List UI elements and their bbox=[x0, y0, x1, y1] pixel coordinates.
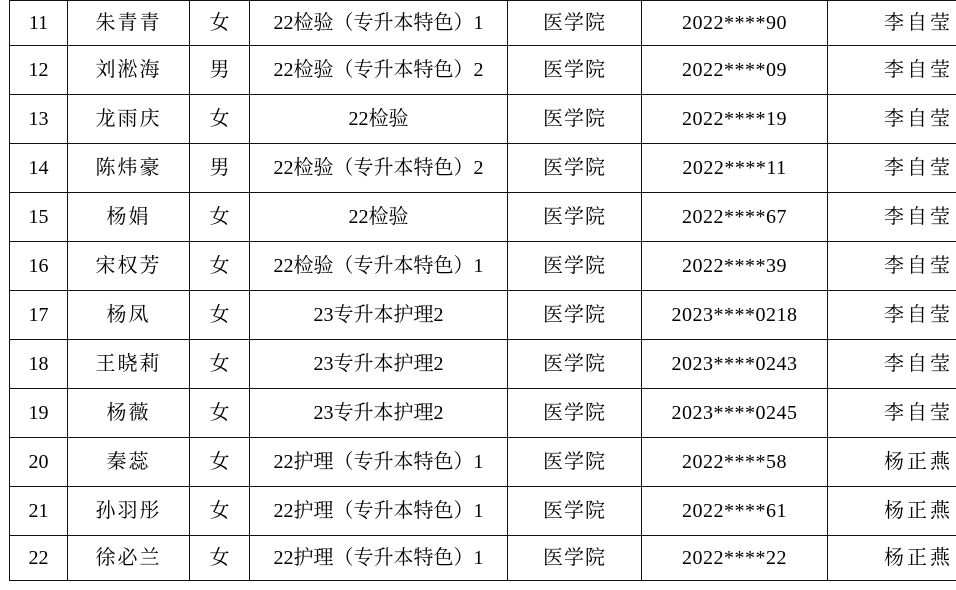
cell-sex: 男 bbox=[190, 46, 250, 95]
roster-table-body bbox=[10, 1, 956, 581]
cell-tutor: 李自莹 bbox=[828, 291, 956, 340]
table-row bbox=[10, 1, 956, 46]
cell-index: 19 bbox=[10, 389, 68, 438]
cell-index: 20 bbox=[10, 438, 68, 487]
table-row bbox=[10, 193, 956, 242]
cell-dept: 医学院 bbox=[508, 340, 642, 389]
cell-index: 22 bbox=[10, 536, 68, 581]
cell-dept: 医学院 bbox=[508, 1, 642, 46]
cell-dept: 医学院 bbox=[508, 389, 642, 438]
cell-class: 23专升本护理2 bbox=[250, 389, 508, 438]
cell-name: 朱青青 bbox=[68, 1, 190, 46]
cell-class: 22检验（专升本特色）1 bbox=[250, 1, 508, 46]
cell-index: 15 bbox=[10, 193, 68, 242]
cell-tutor: 李自莹 bbox=[828, 1, 956, 46]
cell-class: 22检验（专升本特色）2 bbox=[250, 144, 508, 193]
cell-sex: 男 bbox=[190, 144, 250, 193]
cell-class: 22护理（专升本特色）1 bbox=[250, 438, 508, 487]
cell-index: 21 bbox=[10, 487, 68, 536]
cell-id: 2022****19 bbox=[642, 95, 828, 144]
cell-sex: 女 bbox=[190, 487, 250, 536]
cell-index: 12 bbox=[10, 46, 68, 95]
cell-name: 刘淞海 bbox=[68, 46, 190, 95]
cell-dept: 医学院 bbox=[508, 242, 642, 291]
cell-class: 22护理（专升本特色）1 bbox=[250, 536, 508, 581]
cell-tutor: 李自莹 bbox=[828, 242, 956, 291]
cell-dept: 医学院 bbox=[508, 438, 642, 487]
cell-class: 22护理（专升本特色）1 bbox=[250, 487, 508, 536]
cell-index: 17 bbox=[10, 291, 68, 340]
cell-name: 龙雨庆 bbox=[68, 95, 190, 144]
table-row bbox=[10, 536, 956, 581]
cell-dept: 医学院 bbox=[508, 487, 642, 536]
table-row bbox=[10, 340, 956, 389]
cell-index: 14 bbox=[10, 144, 68, 193]
cell-tutor: 李自莹 bbox=[828, 193, 956, 242]
cell-tutor: 李自莹 bbox=[828, 340, 956, 389]
cell-tutor: 李自莹 bbox=[828, 95, 956, 144]
cell-index: 11 bbox=[10, 1, 68, 46]
cell-name: 杨凤 bbox=[68, 291, 190, 340]
cell-tutor: 李自莹 bbox=[828, 46, 956, 95]
cell-class: 23专升本护理2 bbox=[250, 291, 508, 340]
cell-tutor: 杨正燕 bbox=[828, 487, 956, 536]
cell-dept: 医学院 bbox=[508, 46, 642, 95]
table-row bbox=[10, 291, 956, 340]
cell-index: 16 bbox=[10, 242, 68, 291]
cell-id: 2023****0245 bbox=[642, 389, 828, 438]
cell-sex: 女 bbox=[190, 389, 250, 438]
cell-sex: 女 bbox=[190, 193, 250, 242]
cell-id: 2023****0243 bbox=[642, 340, 828, 389]
cell-sex: 女 bbox=[190, 438, 250, 487]
cell-class: 23专升本护理2 bbox=[250, 340, 508, 389]
cell-index: 13 bbox=[10, 95, 68, 144]
cell-id: 2022****22 bbox=[642, 536, 828, 581]
cell-class: 22检验（专升本特色）1 bbox=[250, 242, 508, 291]
cell-name: 陈炜豪 bbox=[68, 144, 190, 193]
cell-class: 22检验（专升本特色）2 bbox=[250, 46, 508, 95]
table-row bbox=[10, 95, 956, 144]
table-row bbox=[10, 487, 956, 536]
cell-tutor: 李自莹 bbox=[828, 144, 956, 193]
cell-sex: 女 bbox=[190, 95, 250, 144]
cell-index: 18 bbox=[10, 340, 68, 389]
table-row bbox=[10, 438, 956, 487]
table-row bbox=[10, 242, 956, 291]
cell-sex: 女 bbox=[190, 536, 250, 581]
cell-name: 王晓莉 bbox=[68, 340, 190, 389]
cell-id: 2022****90 bbox=[642, 1, 828, 46]
cell-sex: 女 bbox=[190, 1, 250, 46]
cell-dept: 医学院 bbox=[508, 95, 642, 144]
cell-dept: 医学院 bbox=[508, 144, 642, 193]
cell-sex: 女 bbox=[190, 291, 250, 340]
cell-name: 秦蕊 bbox=[68, 438, 190, 487]
cell-class: 22检验 bbox=[250, 193, 508, 242]
cell-id: 2022****09 bbox=[642, 46, 828, 95]
cell-dept: 医学院 bbox=[508, 536, 642, 581]
roster-table bbox=[9, 0, 956, 581]
cell-id: 2022****58 bbox=[642, 438, 828, 487]
cell-class: 22检验 bbox=[250, 95, 508, 144]
cell-sex: 女 bbox=[190, 340, 250, 389]
table-row bbox=[10, 389, 956, 438]
cell-id: 2022****61 bbox=[642, 487, 828, 536]
cell-name: 杨薇 bbox=[68, 389, 190, 438]
cell-sex: 女 bbox=[190, 242, 250, 291]
cell-id: 2022****39 bbox=[642, 242, 828, 291]
cell-name: 孙羽彤 bbox=[68, 487, 190, 536]
cell-id: 2023****0218 bbox=[642, 291, 828, 340]
cell-name: 徐必兰 bbox=[68, 536, 190, 581]
table-row bbox=[10, 46, 956, 95]
cell-dept: 医学院 bbox=[508, 193, 642, 242]
table-row bbox=[10, 144, 956, 193]
cell-name: 杨娟 bbox=[68, 193, 190, 242]
cell-tutor: 杨正燕 bbox=[828, 438, 956, 487]
cell-name: 宋权芳 bbox=[68, 242, 190, 291]
cell-tutor: 李自莹 bbox=[828, 389, 956, 438]
cell-dept: 医学院 bbox=[508, 291, 642, 340]
cell-id: 2022****67 bbox=[642, 193, 828, 242]
cell-id: 2022****11 bbox=[642, 144, 828, 193]
cell-tutor: 杨正燕 bbox=[828, 536, 956, 581]
